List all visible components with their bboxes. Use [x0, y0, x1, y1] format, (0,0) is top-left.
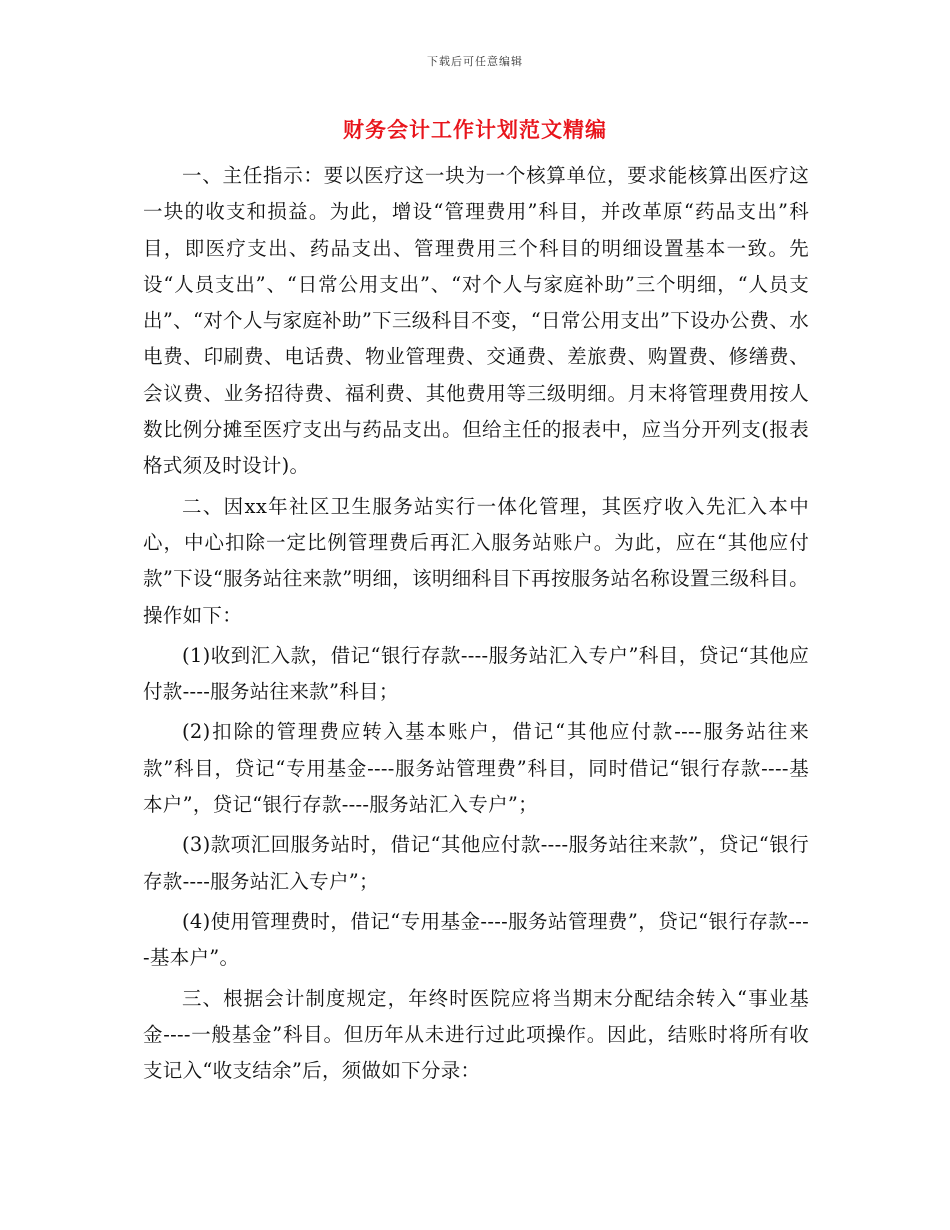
paragraph-6: (4)使用管理费时，借记“专用基金----服务站管理费”，贷记“银行存款----基本户”。 — [143, 909, 809, 970]
document-body — [143, 158, 809, 1093]
paragraph-2: 二、因xx年社区卫生服务站实行一体化管理，其医疗收入先汇入本中心，中心扣除一定比例管理费后再汇入服务站账户。为此，应在“其他应付款”下设“服务站往来款”明细，该明细科目下再按服务站名称设置三级科目。操作如下： — [143, 494, 809, 627]
document-title: 财务会计工作计划范文精编 — [343, 118, 607, 142]
paragraph-1: 一、主任指示：要以医疗这一块为一个核算单位，要求能核算出医疗这一块的收支和损益。为此，增设“管理费用”科目，并改革原“药品支出”科目，即医疗支出、药品支出、管理费用三个科目的明细设置基本一致。先设“人员支出”、“日常公用支出”、“对个人与家庭补助”三个明细，“人员支出”、“对个人与家庭补助”下三级科目不变，“日常公用支出”下设办公费、水电费、印刷费、电话费、物业管理费、交通费、差旅费、购置费、修缮费、会议费、业务招待费、福利费、其他费用等三级明细。月末将管理费用按人数比例分摊至医疗支出与药品支出。但给主任的报表中，应当分开列支(报表格式须及时设计)。 — [143, 164, 809, 478]
paragraph-7: 三、根据会计制度规定，年终时医院应将当期末分配结余转入“事业基金----一般基金”科目。但历年从未进行过此项操作。因此，结账时将所有收支记入“收支结余”后，须做如下分录： — [143, 986, 809, 1083]
paragraph-5: (3)款项汇回服务站时，借记“其他应付款----服务站往来款”，贷记“银行存款----服务站汇入专户”； — [143, 833, 809, 893]
paragraph-4: (2)扣除的管理费应转入基本账户，借记“其他应付款----服务站往来款”科目，贷记“专用基金----服务站管理费”科目，同时借记“银行存款----基本户”，贷记“银行存款----服务站汇入专户”； — [143, 720, 809, 817]
paragraph-3: (1)收到汇入款，借记“银行存款----服务站汇入专户”科目，贷记“其他应付款----服务站往来款”科目； — [143, 643, 809, 704]
header-note: 下载后可任意编辑 — [427, 55, 523, 68]
